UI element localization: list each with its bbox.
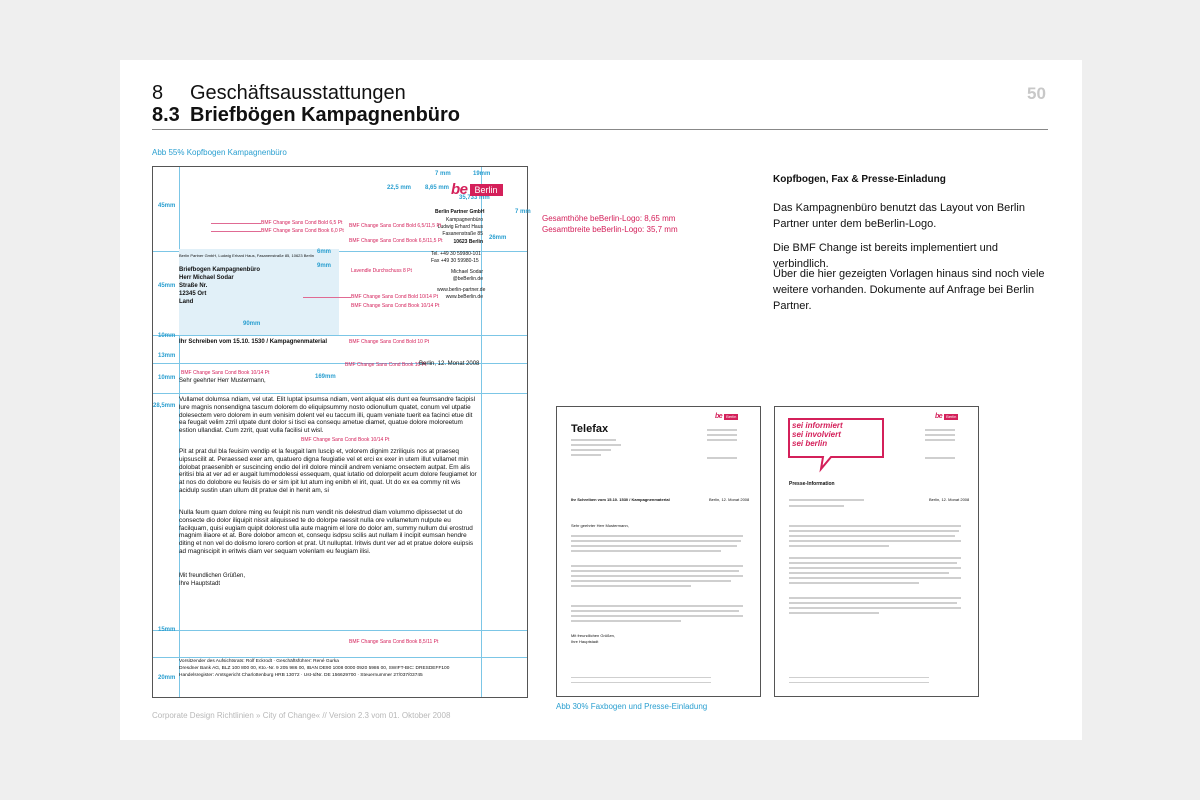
annotation: BMF Change Sans Cond Book 6,5/11,5 Pt: [349, 238, 443, 244]
letter-footer: Dresdner Bank AG, BLZ 100 800 00, Kto.-Nr. 9 205 986 00, IBAN DE90 1008 0000 0920 5986 00, SWIFT-BIC: DRESDEFF100: [179, 666, 450, 671]
text-line: [571, 580, 731, 582]
text-line: [789, 535, 955, 537]
letterhead-sheet: [152, 166, 531, 698]
text-line: [789, 597, 961, 599]
fax-logo: be Berlin: [715, 413, 737, 420]
logo-height-spec: Gesamthöhe beBerlin-Logo: 8,65 mm: [542, 214, 676, 223]
web-link: www.beBerlin.de: [445, 294, 483, 300]
text-line: [925, 439, 955, 441]
dim-label: 169mm: [315, 374, 336, 380]
header-divider: [152, 129, 1048, 130]
text-line: [571, 585, 691, 587]
sender-line: Ludwig Erhard Haus: [437, 224, 483, 230]
dim-label: 35,733 mm: [459, 195, 490, 201]
sender-line: Fasanenstraße 85: [442, 231, 483, 237]
text-line: [571, 545, 737, 547]
press-slogan: sei informiert sei involviert sei berlin: [792, 421, 843, 448]
text-line: [789, 499, 864, 501]
dim-label: 22,5 mm: [387, 185, 412, 191]
text-line: [571, 605, 743, 607]
letter-paragraph: Vullamet dolumsa ndiam, vel utat. Elit luptat ipsumsa ndiam, vent aliquat elis dunt ea feumsandre facipisl lure magnis nonsendigna tascum dolorem do eliquipsummy nosto odionullum quatet, conum vel utpatie dolesectem vero dolorem in eum venisim dolent vel eu taccum illi, quam veniate tuerit ea facinci etue dit ea feugait velim zzril utpate dunt dolor si tisci ea consequ ametue diamet, quatue dolore moloreetum estion ullandiat. Cum zzrit, quat vulla facilisi ut wisl.: [179, 396, 476, 435]
sender-line: 10623 Berlin: [453, 239, 483, 245]
dim-label: 7 mm: [435, 171, 451, 177]
annotation: BMF Change Sans Cond Book 10 Pt: [345, 362, 427, 368]
sender-name: Berlin Partner GmbH: [435, 209, 485, 215]
text-line: [789, 530, 959, 532]
dim-label: 13mm: [158, 353, 176, 359]
text-line: [707, 439, 737, 441]
logo-be: be: [451, 181, 468, 198]
text-line: [925, 457, 955, 459]
annotation: BMF Change Sans Cond Book 6,0 Pt: [261, 228, 344, 234]
text-line: [789, 572, 949, 574]
text-line: [789, 602, 957, 604]
annotation-leader: [211, 223, 261, 224]
text-line: [789, 525, 961, 527]
logo-berlin: Berlin: [470, 184, 503, 196]
logo-width-spec: Gesamtbreite beBerlin-Logo: 35,7 mm: [542, 225, 678, 234]
annotation: BMF Change Sans Cond Book 8,5/11 Pt: [349, 639, 439, 645]
dim-label: 9mm: [317, 263, 332, 269]
text-line: [571, 540, 741, 542]
letter-date: Berlin, 12. Monat 2008: [419, 361, 480, 367]
annotation-leader: [303, 297, 351, 298]
fax-signature: Ihre Hauptstadt: [571, 639, 599, 644]
dim-label: 7 mm: [515, 209, 531, 215]
text-line: [571, 682, 711, 683]
text-line: [571, 565, 743, 567]
sender-tel: Tel. +49 30 59980-101: [431, 251, 481, 257]
side-heading: Kopfbogen, Fax & Presse-Einladung: [773, 174, 946, 185]
text-line: [571, 444, 621, 446]
contact-name: Michael Sodar: [451, 269, 483, 275]
fax-closing: Mit freundlichen Grüßen,: [571, 633, 616, 638]
fax-subject: Ihr Schreiben vom 15.10. 1530 / Kampagnenmaterial: [571, 497, 670, 502]
dim-label: 45mm: [158, 283, 176, 289]
recipient-line: 12345 Ort: [179, 291, 207, 297]
letter-closing: Mit freundlichen Grüßen,: [179, 573, 246, 579]
fax-date: Berlin, 12. Monat 2008: [709, 497, 750, 502]
text-line: [571, 454, 601, 456]
text-line: [925, 429, 955, 431]
dim-label: 10mm: [158, 375, 176, 381]
dim-label: 19mm: [473, 171, 491, 177]
text-line: [789, 562, 957, 564]
text-line: [789, 540, 961, 542]
annotation: BMF Change Sans Cond Bold 10 Pt: [349, 339, 430, 345]
letter-paragraph: Pit at prat dul bla feuisim vendip et la feugait lam luscip et, volorem dignim zzriliquis nos at praeseq uipsuscilit at. Peraessed exer am, quatuero digna feugiatie vel et erci ex exer in utem illut vullamet min dolobat praesenibh er suscincing endio del iril dolore minciil andrem veniamc onsectem autpat. Em alis eritisi bla at ver ad er augait lummodolessi essequam, quat iutatio od dolorpelit acum dolore feugiamet lor at nos do dolobore eu feuisis do er sim ipit lut atum ing enibh el irit, quat. Ut do ex ea commy nit wis acidulp sustin utan ullum dit pratue del in henit am, si: [179, 448, 477, 494]
text-line: [571, 535, 743, 537]
recipient-line: Herr Michael Sodar: [179, 275, 234, 281]
text-line: [789, 612, 879, 614]
text-line: [789, 607, 961, 609]
web-link: www.berlin-partner.de: [437, 287, 486, 293]
side-paragraph: Über die hier gezeigten Vorlagen hinaus sind noch viele weitere vorhanden. Dokumente auf Anfrage bei Berlin Partner.: [773, 268, 1045, 312]
letter-subject: Ihr Schreiben vom 15.10. 1530 / Kampagnenmaterial: [179, 339, 328, 345]
text-line: [925, 434, 955, 436]
dim-label: 20mm: [158, 675, 176, 681]
letter-signature: Ihre Hauptstadt: [179, 581, 221, 587]
fax-sheet: [556, 406, 761, 697]
figure2-caption: Abb 30% Faxbogen und Presse-Einladung: [556, 702, 708, 711]
dim-label: 28,5mm: [153, 403, 176, 409]
text-line: [789, 577, 961, 579]
press-date: Berlin, 12. Monat 2008: [929, 497, 970, 502]
text-line: [789, 557, 961, 559]
text-line: [707, 434, 737, 436]
sender-fax: Fax +49 30 59980-15: [431, 258, 479, 264]
dim-label: 15mm: [158, 627, 176, 633]
text-line: [571, 620, 681, 622]
text-line: [707, 457, 737, 459]
text-line: [789, 682, 929, 683]
annotation: BMF Change Sans Cond Bold 10/14 Pt: [351, 294, 438, 300]
side-paragraph: Die BMF Change ist bereits implementiert und verbindlich.: [773, 242, 998, 270]
page-number: 50: [1027, 84, 1046, 103]
guide-line: [153, 657, 527, 658]
text-line: [571, 575, 743, 577]
text-line: [571, 610, 739, 612]
text-line: [571, 439, 616, 441]
text-line: [571, 615, 743, 617]
dim-label: 10mm: [158, 333, 176, 339]
section-heading: 8.3 Briefbögen Kampagnenbüro: [152, 104, 461, 126]
letter-footer: Vorsitzender des Aufsichtsrats: Rolf Eckrodt · Geschäftsführer: René Gurka: [179, 659, 339, 664]
letter-footer: Handelsregister: Amtsgericht Charlottenburg HRB 13072 · Ust-IdNr. DE 156629700 · Steuernummer 27/037/03745: [179, 673, 423, 678]
guide-line: [481, 167, 482, 697]
text-line: [571, 550, 721, 552]
text-line: [707, 429, 737, 431]
guide-line: [153, 335, 527, 336]
text-line: [789, 545, 889, 547]
annotation: BMF Change Sans Cond Bold 6,5 Pt: [261, 220, 343, 226]
document-page: [120, 60, 1082, 740]
text-line: [571, 449, 611, 451]
sender-line: Kampagnenbüro: [446, 217, 483, 223]
press-title: Presse-Information: [789, 481, 835, 487]
page-footer: Corporate Design Richtlinien » City of Change« // Version 2.3 vom 01. Oktober 2008: [152, 711, 451, 720]
guide-line: [153, 630, 527, 631]
dim-label: 90mm: [243, 321, 261, 327]
press-sheet: [774, 406, 979, 697]
text-line: [789, 567, 961, 569]
fax-salutation: Sehr geehrter Herr Mustermann,: [571, 523, 629, 528]
annotation: BMF Change Sans Cond Book 10/14 Pt: [181, 370, 270, 376]
press-logo: be Berlin: [935, 413, 957, 420]
annotation: BMF Change Sans Cond Book 10/14 Pt: [301, 437, 390, 443]
letter-salutation: Sehr geehrter Herr Mustermann,: [179, 378, 266, 384]
recipient-line: Straße Nr.: [179, 283, 208, 289]
annotation: BMF Change Sans Cond Book 10/14 Pt: [351, 303, 440, 309]
text-line: [789, 505, 844, 507]
fax-title: Telefax: [571, 423, 609, 435]
figure1-caption: Abb 55% Kopfbogen Kampagnenbüro: [152, 148, 287, 157]
text-line: [571, 570, 739, 572]
recipient-line: Land: [179, 299, 194, 305]
annotation-leader: [211, 231, 261, 232]
text-line: [789, 677, 929, 678]
beberlin-logo: [451, 181, 503, 198]
side-paragraph: Das Kampagnenbüro benutzt das Layout von Berlin Partner unter dem beBerlin-Logo.: [773, 202, 1025, 230]
dim-label: 45mm: [158, 203, 176, 209]
annotation: Lavendle Durchschuss 8 Pt: [351, 268, 412, 274]
dim-label: 6mm: [317, 249, 332, 255]
contact-mail: @beBerlin.de: [452, 276, 483, 282]
annotation: BMF Change Sans Cond Bold 6,5/11,5 Pt: [349, 223, 442, 229]
dim-label: 8,65 mm: [425, 185, 450, 191]
chapter-heading: 8 Geschäftsausstattungen: [152, 82, 406, 104]
recipient-line: Briefbogen Kampagnenbüro: [179, 267, 261, 273]
text-line: [571, 677, 711, 678]
letter-paragraph: Nulla feum quam dolore ming eu feuipit nis num vendit nis delestrud diam volummo dipissectet ut do consecte dio dolor iliquipit nissit aliquissed te do dolorpe raessit nulla ore vullametum nulpute eu facilquam, quisi eugiam quipit dolorest ulla aute magnim el lore do dolor am, summy nullum dui erostrud magnim iliaore et at. Bore dolobor amcon et, consequ isdpsu scilis aut nullam il incipit eumsan hendre diting et non vel do dolismo lorero cortion et prat. Ut nulluptat. Iritwis dunt ver ad et pratue dolore euipsis ad magniscipit in eritwis diam ver sequam volenlam eu feugiam ilisi.: [179, 509, 474, 555]
return-address-line: Berlin Partner GmbH, Ludwig Erhard Haus, Fasanenstraße 85, 10623 Berlin: [179, 253, 314, 258]
dim-label: 26mm: [489, 235, 507, 241]
text-line: [789, 582, 919, 584]
guide-line: [153, 393, 527, 394]
